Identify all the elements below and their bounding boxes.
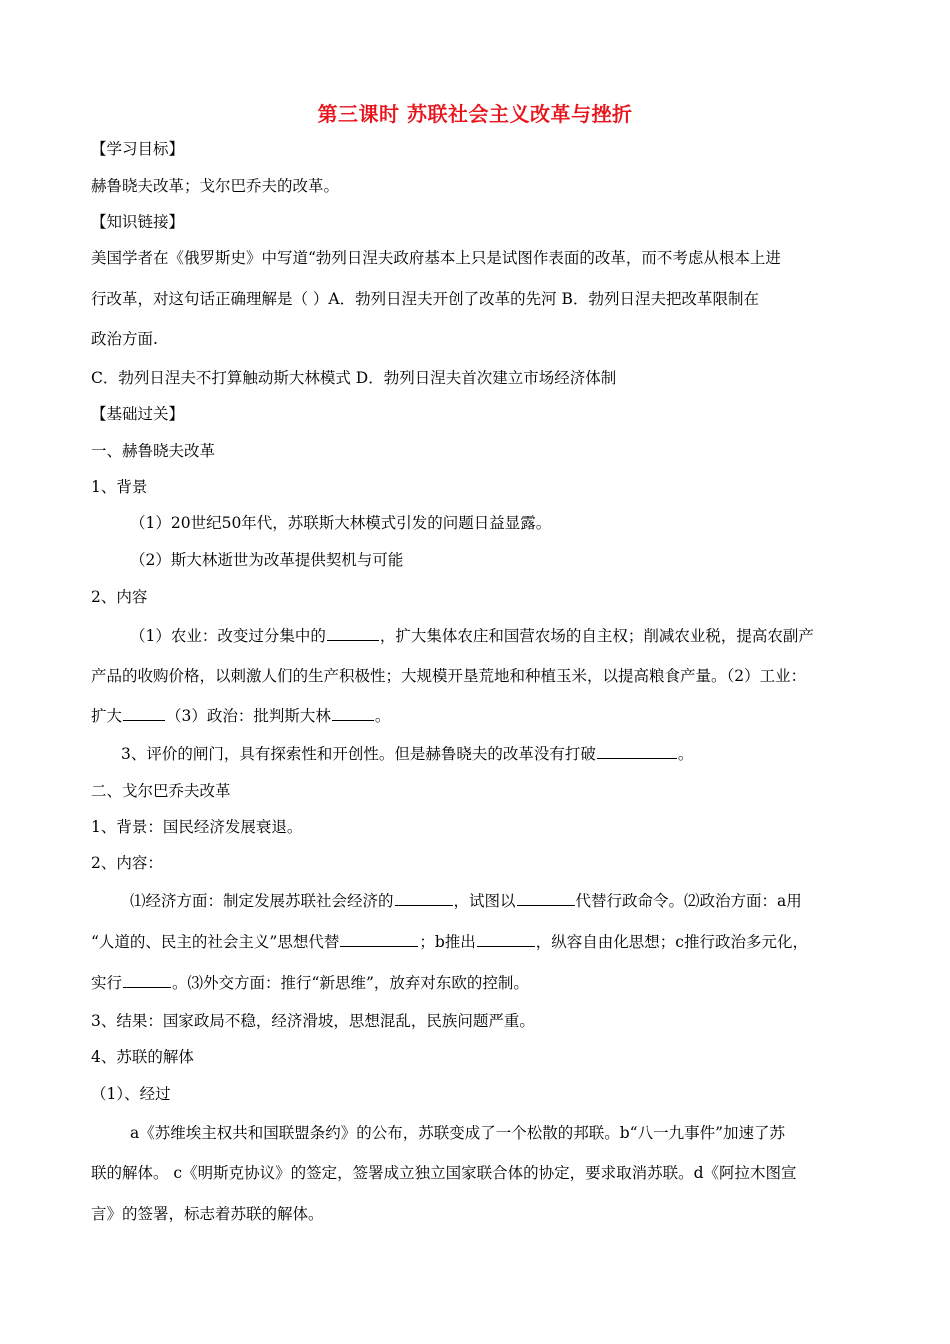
fill-blank[interactable] [340,932,418,947]
process-text-2: 联的解体。 c《明斯克协议》的签定，签署成立独立国家联合体的协定，要求取消苏联。d《阿拉木图宣 [91,1164,797,1182]
ind-text-b: （3）政治：批判斯大林 [166,707,331,725]
text-goals: 赫鲁晓夫改革；戈尔巴乔夫的改革。 [91,177,340,195]
fill-blank[interactable] [517,891,575,906]
agri-text-b: ，扩大集体农庄和国营农场的自主权；削减农业税，提高农副产 [379,627,814,645]
industry-line [91,705,871,727]
bg-item-1: （1）20世纪50年代，苏联斯大林模式引发的问题日益显露。 [130,514,552,532]
sub-content: 2、内容 [91,588,148,606]
pol2-text-b: 。⑶外交方面：推行“新思维”，放弃对东欧的控制。 [172,974,529,992]
politics-line [91,931,871,953]
eval-text-a: 3、评价的闸门，具有探索性和开创性。但是赫鲁晓夫的改革没有打破 [121,745,596,763]
agri-line [130,625,910,647]
fill-blank[interactable] [327,626,379,641]
process-text-3: 言》的签署，标志着苏联的解体。 [91,1205,324,1223]
fill-blank[interactable] [123,973,171,988]
heading-knowledge-link: 【知识链接】 [91,213,185,231]
gorb-result: 3、结果：国家政局不稳，经济滑坡，思想混乱，民族问题严重。 [91,1012,535,1030]
pol-text-a: “人道的、民主的社会主义”思想代替 [91,933,340,951]
econ-text-a: ⑴经济方面：制定发展苏联社会经济的 [130,892,394,910]
page-title: 第三课时 苏联社会主义改革与挫折 [317,102,633,126]
econ-text-b: ，试图以 [453,892,516,910]
fill-blank[interactable] [597,744,677,759]
text-question-2: 行改革，对这句话正确理解是（ ）A．勃列日涅夫开创了改革的先河 B．勃列日涅夫把改革限制在 [91,290,759,308]
text-question-options: C．勃列日涅夫不打算触动斯大林模式 D．勃列日涅夫首次建立市场经济体制 [91,369,617,387]
pol-text-b: ；b推出 [419,933,476,951]
bg-item-2: （2）斯大林逝世为改革提供契机与可能 [130,551,404,569]
process-text-1: a《苏维埃主权共和国联盟条约》的公布，苏联变成了一个松散的邦联。b“八一九事件”加速了苏 [130,1124,786,1142]
text-question-1: 美国学者在《俄罗斯史》中写道“勃列日涅夫政府基本上只是试图作表面的改革，而不考虑从根本上进 [91,249,781,267]
evaluation-line [121,743,901,765]
sub-background: 1、背景 [91,478,148,496]
section-khrushchev: 一、赫鲁晓夫改革 [91,442,216,460]
ussr-dissolution: 4、苏联的解体 [91,1048,194,1066]
ind-text-c: 。 [374,707,391,725]
agri-text-a: （1）农业：改变过分集中的 [130,627,326,645]
econ-line [130,890,910,912]
pol2-text-a: 实行 [91,974,123,992]
eval-text-b: 。 [677,745,694,763]
heading-learning-goals: 【学习目标】 [91,140,185,158]
ind-text-a: 扩大 [91,707,123,725]
fill-blank[interactable] [477,932,535,947]
heading-basic: 【基础过关】 [91,405,185,423]
politics-line-2 [91,972,871,994]
text-question-3: 政治方面. [91,330,158,348]
dissolution-process: （1）、经过 [91,1085,171,1103]
agri-line-2: 产品的收购价格，以刺激人们的生产积极性；大规模开垦荒地和种植玉米，以提高粮食产量。（2）工业： [91,667,807,685]
econ-text-c: 代替行政命令。⑵政治方面：a用 [575,892,802,910]
gorb-content: 2、内容： [91,854,163,872]
fill-blank[interactable] [123,706,165,721]
fill-blank[interactable] [395,891,453,906]
fill-blank[interactable] [332,706,374,721]
gorb-background: 1、背景：国民经济发展衰退。 [91,818,303,836]
pol-text-c: ，纵容自由化思想；c推行政治多元化， [535,933,808,951]
section-gorbachev: 二、戈尔巴乔夫改革 [91,782,231,800]
